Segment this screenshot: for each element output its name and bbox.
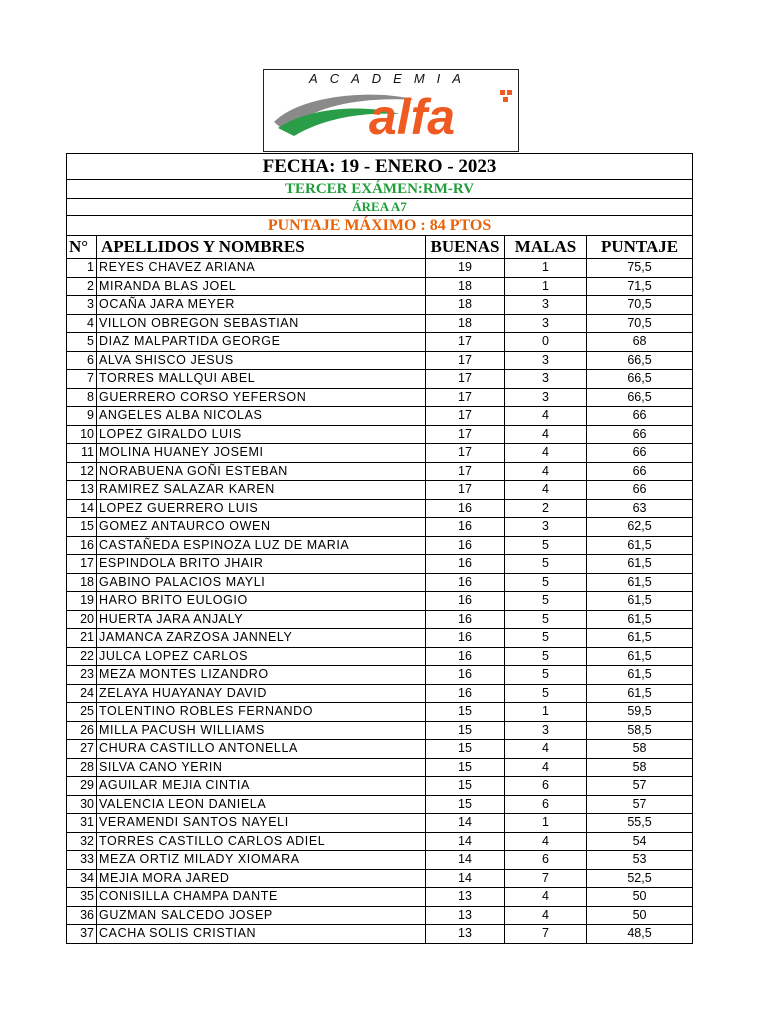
good-count: 15 [426,758,505,777]
row-number: 1 [67,259,97,278]
table-row [67,758,693,777]
row-number: 2 [67,277,97,296]
row-number: 34 [67,869,97,888]
score-value: 66 [587,462,693,481]
row-number: 13 [67,481,97,500]
bad-count: 4 [505,444,587,463]
table-row [67,610,693,629]
good-count: 17 [426,351,505,370]
student-name: ANGELES ALBA NICOLAS [97,407,426,426]
bad-count: 5 [505,555,587,574]
table-row [67,296,693,315]
bad-count: 5 [505,592,587,611]
bad-count: 1 [505,259,587,278]
row-number: 8 [67,388,97,407]
table-row [67,888,693,907]
row-number: 14 [67,499,97,518]
student-name: RAMIREZ SALAZAR KAREN [97,481,426,500]
table-row [67,925,693,944]
bad-count: 3 [505,351,587,370]
score-value: 66,5 [587,370,693,389]
good-count: 16 [426,610,505,629]
table-row [67,481,693,500]
good-count: 15 [426,721,505,740]
logo-graphic [264,70,518,151]
row-number: 21 [67,629,97,648]
bad-count: 4 [505,906,587,925]
row-number: 36 [67,906,97,925]
student-name: OCAÑA JARA MEYER [97,296,426,315]
table-row [67,703,693,722]
exam-title: TERCER EXÁMEN:RM-RV [67,180,693,199]
row-number: 6 [67,351,97,370]
bad-count: 4 [505,758,587,777]
student-name: CACHA SOLIS CRISTIAN [97,925,426,944]
student-name: SILVA CANO YERIN [97,758,426,777]
bad-count: 4 [505,407,587,426]
logo-top-text: ACADEMIA [309,71,473,86]
table-row [67,555,693,574]
table-row [67,425,693,444]
results-table [66,153,693,944]
table-row [67,333,693,352]
score-value: 58,5 [587,721,693,740]
good-count: 16 [426,536,505,555]
row-number: 37 [67,925,97,944]
score-value: 61,5 [587,573,693,592]
bad-count: 5 [505,536,587,555]
score-value: 66,5 [587,351,693,370]
score-value: 62,5 [587,518,693,537]
good-count: 15 [426,703,505,722]
student-name: TORRES CASTILLO CARLOS ADIEL [97,832,426,851]
bad-count: 0 [505,333,587,352]
table-row [67,518,693,537]
row-number: 18 [67,573,97,592]
good-count: 15 [426,795,505,814]
score-value: 61,5 [587,647,693,666]
table-row [67,906,693,925]
score-value: 61,5 [587,555,693,574]
row-number: 17 [67,555,97,574]
student-name: REYES CHAVEZ ARIANA [97,259,426,278]
score-value: 70,5 [587,314,693,333]
student-name: NORABUENA GOÑI ESTEBAN [97,462,426,481]
good-count: 19 [426,259,505,278]
good-count: 13 [426,906,505,925]
score-value: 57 [587,777,693,796]
table-row [67,277,693,296]
student-name: AGUILAR MEJIA CINTIA [97,777,426,796]
score-value: 52,5 [587,869,693,888]
score-value: 61,5 [587,666,693,685]
score-value: 63 [587,499,693,518]
bad-count: 6 [505,795,587,814]
logo-dot [503,97,508,102]
good-count: 14 [426,851,505,870]
table-row [67,629,693,648]
student-name: GOMEZ ANTAURCO OWEN [97,518,426,537]
table-row [67,814,693,833]
bad-count: 6 [505,777,587,796]
bad-count: 4 [505,481,587,500]
good-count: 18 [426,314,505,333]
good-count: 14 [426,832,505,851]
table-row [67,795,693,814]
row-number: 28 [67,758,97,777]
student-name: VILLON OBREGON SEBASTIAN [97,314,426,333]
row-number: 5 [67,333,97,352]
score-value: 58 [587,758,693,777]
table-row [67,499,693,518]
good-count: 13 [426,925,505,944]
bad-count: 1 [505,277,587,296]
student-name: VALENCIA LEON DANIELA [97,795,426,814]
bad-count: 3 [505,721,587,740]
student-name: GABINO PALACIOS MAYLI [97,573,426,592]
score-value: 66,5 [587,388,693,407]
row-number: 16 [67,536,97,555]
score-value: 61,5 [587,610,693,629]
table-row [67,777,693,796]
row-number: 29 [67,777,97,796]
col-header-score: PUNTAJE [587,236,693,259]
score-value: 59,5 [587,703,693,722]
score-value: 54 [587,832,693,851]
student-name: CHURA CASTILLO ANTONELLA [97,740,426,759]
student-name: MEJIA MORA JARED [97,869,426,888]
table-row [67,259,693,278]
logo-dot [507,90,512,95]
score-value: 75,5 [587,259,693,278]
table-row [67,647,693,666]
student-name: MOLINA HUANEY JOSEMI [97,444,426,463]
good-count: 18 [426,277,505,296]
bad-count: 3 [505,314,587,333]
row-number: 24 [67,684,97,703]
bad-count: 5 [505,573,587,592]
date-title: FECHA: 19 - ENERO - 2023 [67,154,693,180]
table-row [67,592,693,611]
student-name: VERAMENDI SANTOS NAYELI [97,814,426,833]
score-value: 55,5 [587,814,693,833]
table-row [67,573,693,592]
score-value: 70,5 [587,296,693,315]
student-name: LOPEZ GIRALDO LUIS [97,425,426,444]
row-number: 19 [67,592,97,611]
row-number: 15 [67,518,97,537]
table-row [67,444,693,463]
table-row [67,407,693,426]
bad-count: 5 [505,610,587,629]
student-name: CASTAÑEDA ESPINOZA LUZ DE MARIA [97,536,426,555]
good-count: 16 [426,499,505,518]
student-name: JULCA LOPEZ CARLOS [97,647,426,666]
table-row [67,721,693,740]
table-row [67,851,693,870]
good-count: 18 [426,296,505,315]
good-count: 17 [426,444,505,463]
score-value: 68 [587,333,693,352]
table-row [67,370,693,389]
bad-count: 4 [505,425,587,444]
score-value: 66 [587,444,693,463]
row-number: 30 [67,795,97,814]
table-row [67,666,693,685]
score-value: 61,5 [587,536,693,555]
good-count: 16 [426,684,505,703]
good-count: 14 [426,814,505,833]
row-number: 12 [67,462,97,481]
score-value: 66 [587,481,693,500]
score-value: 50 [587,888,693,907]
score-value: 71,5 [587,277,693,296]
good-count: 15 [426,777,505,796]
bad-count: 4 [505,888,587,907]
bad-count: 4 [505,740,587,759]
good-count: 14 [426,869,505,888]
row-number: 32 [67,832,97,851]
good-count: 16 [426,518,505,537]
col-header-number: N° [67,236,97,259]
row-number: 31 [67,814,97,833]
row-number: 10 [67,425,97,444]
col-header-good: BUENAS [426,236,505,259]
table-row [67,740,693,759]
row-number: 35 [67,888,97,907]
student-name: DIAZ MALPARTIDA GEORGE [97,333,426,352]
student-name: TOLENTINO ROBLES FERNANDO [97,703,426,722]
bad-count: 1 [505,703,587,722]
column-header-row [67,236,693,259]
table-row [67,351,693,370]
logo-dot [500,90,505,95]
bad-count: 5 [505,666,587,685]
good-count: 15 [426,740,505,759]
bad-count: 3 [505,296,587,315]
row-number: 33 [67,851,97,870]
logo-brand-text: alfa [368,89,456,145]
col-header-name: APELLIDOS Y NOMBRES [97,236,426,259]
student-name: MILLA PACUSH WILLIAMS [97,721,426,740]
student-name: TORRES MALLQUI ABEL [97,370,426,389]
score-value: 61,5 [587,629,693,648]
score-value: 57 [587,795,693,814]
good-count: 16 [426,629,505,648]
good-count: 16 [426,573,505,592]
good-count: 13 [426,888,505,907]
table-row [67,684,693,703]
score-value: 66 [587,407,693,426]
row-number: 20 [67,610,97,629]
bad-count: 1 [505,814,587,833]
good-count: 17 [426,370,505,389]
bad-count: 4 [505,832,587,851]
score-value: 48,5 [587,925,693,944]
student-name: JAMANCA ZARZOSA JANNELY [97,629,426,648]
bad-count: 5 [505,684,587,703]
row-number: 27 [67,740,97,759]
bad-count: 5 [505,647,587,666]
student-name: ALVA SHISCO JESUS [97,351,426,370]
bad-count: 4 [505,462,587,481]
row-number: 25 [67,703,97,722]
table-row [67,388,693,407]
score-value: 61,5 [587,592,693,611]
student-name: GUZMAN SALCEDO JOSEP [97,906,426,925]
area-title: ÁREA A7 [67,199,693,216]
good-count: 16 [426,666,505,685]
score-value: 58 [587,740,693,759]
bad-count: 6 [505,851,587,870]
bad-count: 7 [505,869,587,888]
max-score-title: PUNTAJE MÁXIMO : 84 PTOS [67,216,693,236]
bad-count: 3 [505,388,587,407]
good-count: 16 [426,592,505,611]
col-header-bad: MALAS [505,236,587,259]
student-name: MIRANDA BLAS JOEL [97,277,426,296]
score-value: 66 [587,425,693,444]
score-value: 61,5 [587,684,693,703]
row-number: 23 [67,666,97,685]
row-number: 9 [67,407,97,426]
student-name: HUERTA JARA ANJALY [97,610,426,629]
good-count: 17 [426,333,505,352]
good-count: 17 [426,388,505,407]
student-name: CONISILLA CHAMPA DANTE [97,888,426,907]
row-number: 4 [67,314,97,333]
student-name: MEZA MONTES LIZANDRO [97,666,426,685]
student-name: GUERRERO CORSO YEFERSON [97,388,426,407]
student-name: LOPEZ GUERRERO LUIS [97,499,426,518]
table-row [67,462,693,481]
row-number: 26 [67,721,97,740]
score-value: 53 [587,851,693,870]
good-count: 16 [426,555,505,574]
bad-count: 3 [505,518,587,537]
bad-count: 5 [505,629,587,648]
table-row [67,314,693,333]
table-row [67,832,693,851]
good-count: 16 [426,647,505,666]
good-count: 17 [426,462,505,481]
table-row [67,536,693,555]
student-name: ESPINDOLA BRITO JHAIR [97,555,426,574]
score-value: 50 [587,906,693,925]
good-count: 17 [426,407,505,426]
row-number: 22 [67,647,97,666]
student-name: MEZA ORTIZ MILADY XIOMARA [97,851,426,870]
student-name: HARO BRITO EULOGIO [97,592,426,611]
good-count: 17 [426,425,505,444]
row-number: 7 [67,370,97,389]
bad-count: 3 [505,370,587,389]
academia-alfa-logo [263,69,519,152]
good-count: 17 [426,481,505,500]
row-number: 11 [67,444,97,463]
row-number: 3 [67,296,97,315]
bad-count: 2 [505,499,587,518]
table-row [67,869,693,888]
bad-count: 7 [505,925,587,944]
student-name: ZELAYA HUAYANAY DAVID [97,684,426,703]
